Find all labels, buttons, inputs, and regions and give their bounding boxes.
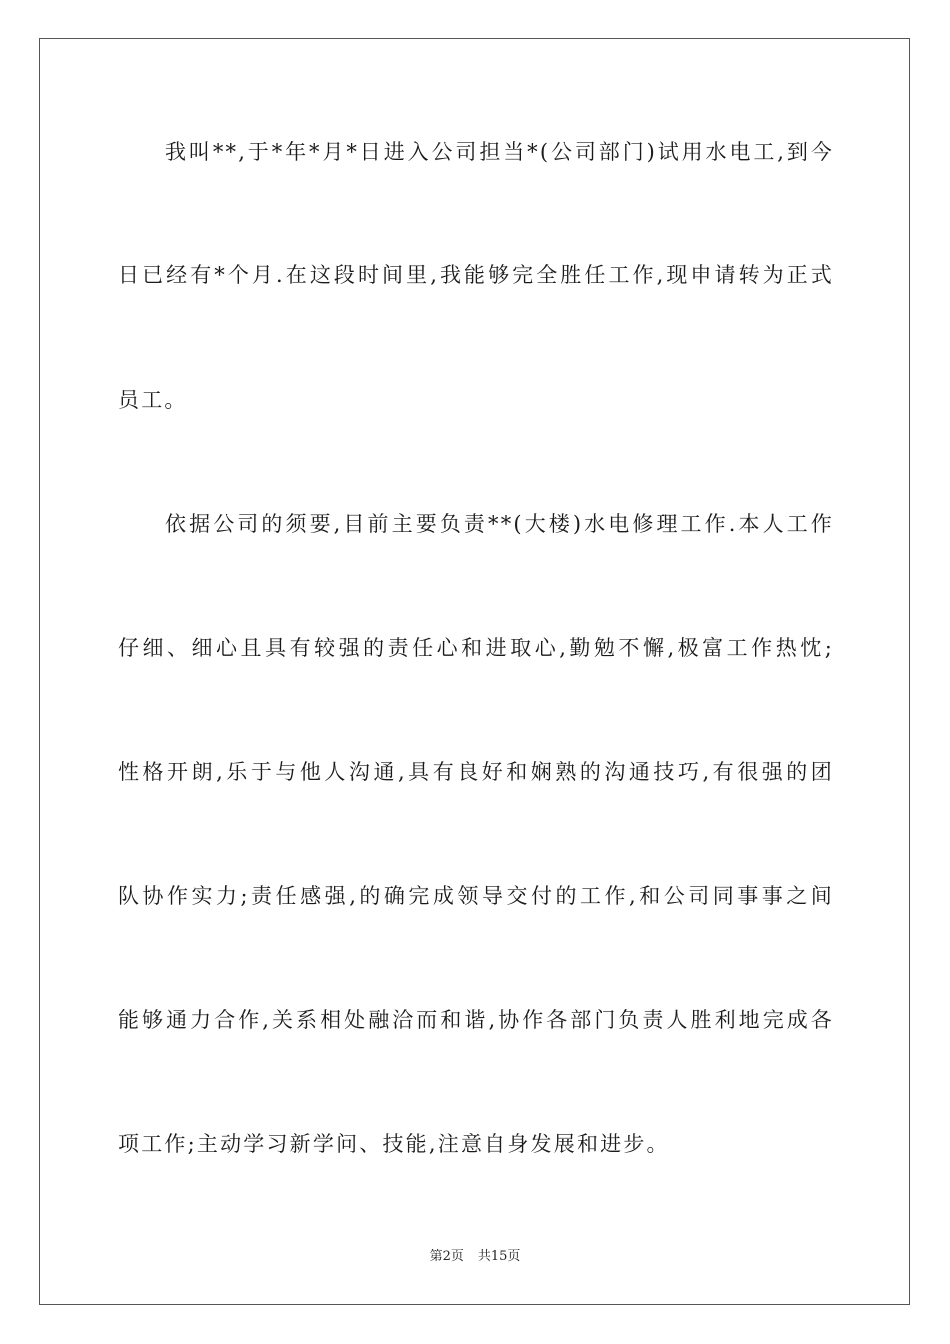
page-total: 共15页 <box>477 1249 521 1264</box>
paragraph-2-line-4: 队协作实力;责任感强,的确完成领导交付的工作,和公司同事事之间 <box>118 884 834 908</box>
paragraph-2-line-3: 性格开朗,乐于与他人沟通,具有良好和娴熟的沟通技巧,有很强的团 <box>118 760 834 784</box>
paragraph-2-line-6: 项工作;主动学习新学问、技能,注意自身发展和进步。 <box>118 1132 670 1156</box>
paragraph-2-line-5: 能够通力合作,关系相处融洽而和谐,协作各部门负责人胜利地完成各 <box>118 1008 834 1032</box>
page-footer <box>0 1248 950 1266</box>
paragraph-2-line-1: 依据公司的须要,目前主要负责**(大楼)水电修理工作.本人工作 <box>165 512 834 536</box>
paragraph-1-line-1: 我叫**,于*年*月*日进入公司担当*(公司部门)试用水电工,到今 <box>165 140 834 164</box>
page-border <box>39 38 910 1305</box>
paragraph-1-line-2: 日已经有*个月.在这段时间里,我能够完全胜任工作,现申请转为正式 <box>118 263 834 287</box>
paragraph-1-line-3: 员工。 <box>118 388 188 412</box>
paragraph-2-line-2: 仔细、细心且具有较强的责任心和进取心,勤勉不懈,极富工作热忱; <box>118 636 834 660</box>
page-number: 第2页 <box>429 1249 464 1264</box>
